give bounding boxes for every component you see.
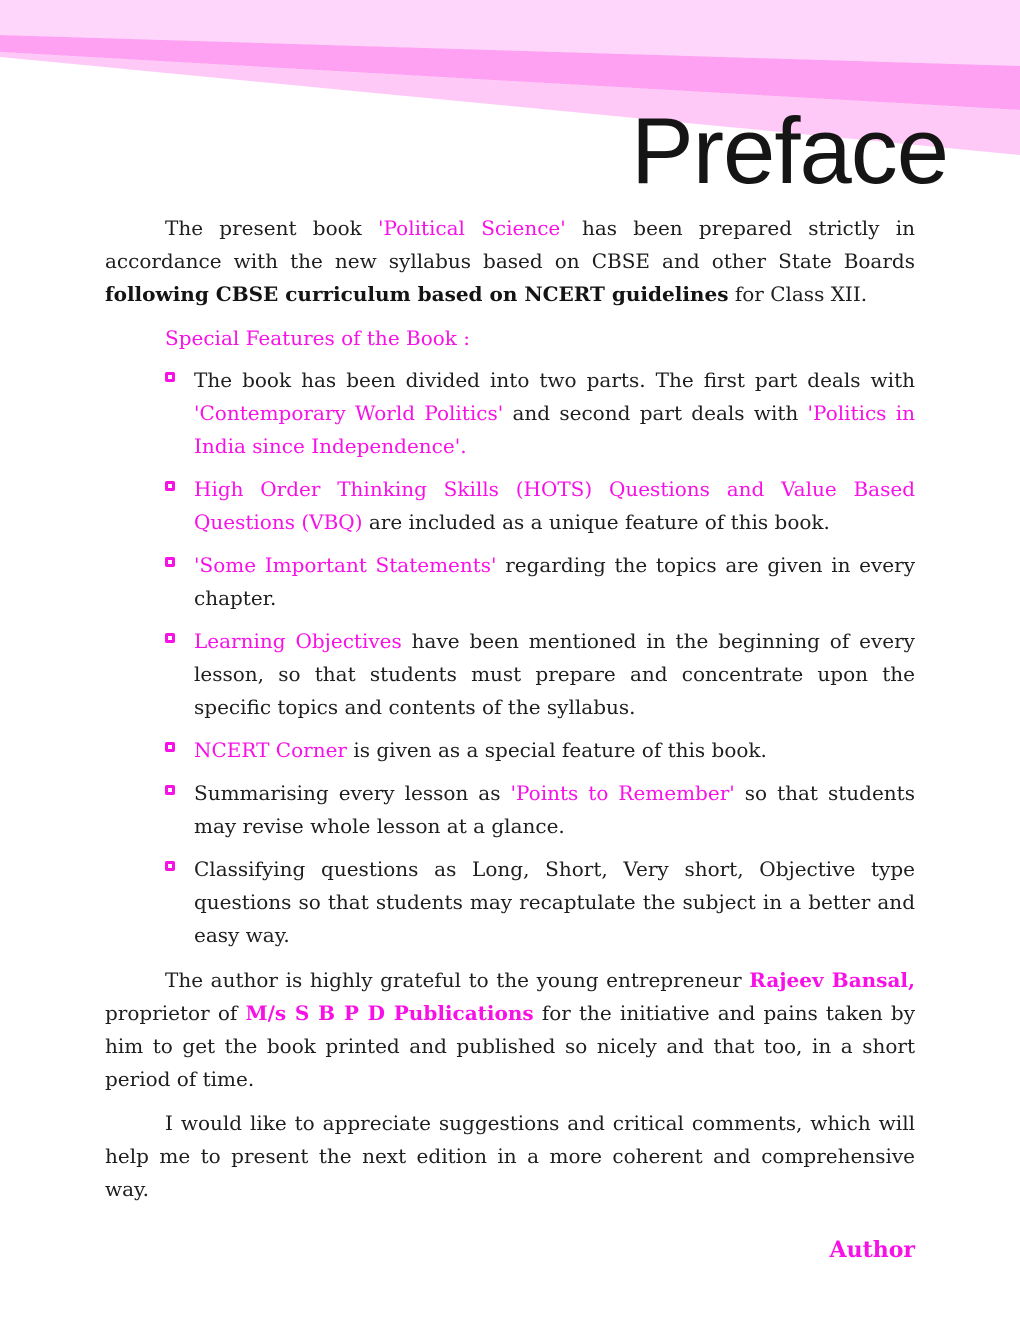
- feature-item: [165, 364, 915, 463]
- text-run: are included as a unique feature of this book.: [362, 510, 830, 534]
- text-run: proprietor of: [105, 1001, 246, 1025]
- square-bullet-icon: [165, 557, 175, 567]
- feature-item-text: [194, 857, 915, 947]
- text-run: 'Politics in India since Independence'.: [194, 401, 915, 458]
- feature-item: [165, 549, 915, 615]
- text-run: 'Some Important Statements': [194, 553, 497, 577]
- text-run: regarding the topics are given in every chapter.: [194, 553, 915, 610]
- text-run: I would like to appreciate suggestions and critical comments, which will help me to present the next edition in a more coherent and comprehensive way.: [105, 1111, 915, 1201]
- features-list: [105, 364, 915, 952]
- text-run: The present book: [165, 216, 379, 240]
- text-run: NCERT Corner: [194, 738, 347, 762]
- preface-content: [105, 212, 915, 1267]
- text-run: 'Points to Remember': [510, 781, 735, 805]
- closing-paragraph: [105, 1107, 915, 1206]
- feature-item-text: [194, 477, 915, 534]
- square-bullet-icon: [165, 861, 175, 871]
- text-run: The book has been divided into two parts. The first part deals with: [194, 368, 915, 392]
- text-run: Learning Objectives: [194, 629, 402, 653]
- text-run: have been mentioned in the beginning of every lesson, so that students must prepare and concentrate upon the specific topics and contents of the syllabus.: [194, 629, 915, 719]
- feature-item-text: [194, 629, 915, 719]
- text-run: is given as a special feature of this book.: [347, 738, 767, 762]
- feature-item: [165, 734, 915, 767]
- text-run: following CBSE curriculum based on NCERT guidelines: [105, 282, 729, 306]
- page-title: Preface: [631, 98, 948, 203]
- square-bullet-icon: [165, 372, 175, 382]
- feature-item: [165, 473, 915, 539]
- square-bullet-icon: [165, 633, 175, 643]
- text-run: M/s S B P D Publications: [245, 1001, 534, 1025]
- text-run: Rajeev Bansal,: [749, 968, 915, 992]
- text-run: has been prepared strictly in accordance with the new syllabus based on CBSE and other State Boards: [105, 216, 915, 273]
- feature-item-text: [194, 781, 915, 838]
- intro-paragraph: [105, 212, 915, 311]
- feature-item: [165, 853, 915, 952]
- text-run: 'Political Science': [378, 216, 566, 240]
- feature-item-text: [194, 553, 915, 610]
- text-run: for the initiative and pains taken by him to get the book printed and published so nicely and that too, in a short period of time.: [105, 1001, 916, 1091]
- feature-item-text: [194, 738, 767, 762]
- square-bullet-icon: [165, 785, 175, 795]
- text-run: and second part deals with: [503, 401, 808, 425]
- author-signature: Author: [829, 1237, 915, 1263]
- feature-item: [165, 625, 915, 724]
- features-heading: Special Features of the Book :: [165, 326, 470, 350]
- text-run: so that students may revise whole lesson at a glance.: [194, 781, 915, 838]
- text-run: for Class XII.: [728, 282, 868, 306]
- square-bullet-icon: [165, 742, 175, 752]
- text-run: Summarising every lesson as: [194, 781, 511, 805]
- text-run: The author is highly grateful to the young entrepreneur: [165, 968, 750, 992]
- square-bullet-icon: [165, 481, 175, 491]
- text-run: 'Contemporary World Politics': [194, 401, 504, 425]
- acknowledgement-paragraph: [105, 964, 915, 1096]
- text-run: Classifying questions as Long, Short, Very short, Objective type questions so that students may recaptulate the subject in a better and easy way.: [194, 857, 915, 947]
- feature-item-text: [194, 368, 915, 458]
- text-run: High Order Thinking Skills (HOTS) Questions and Value Based Questions (VBQ): [194, 477, 915, 534]
- feature-item: [165, 777, 915, 843]
